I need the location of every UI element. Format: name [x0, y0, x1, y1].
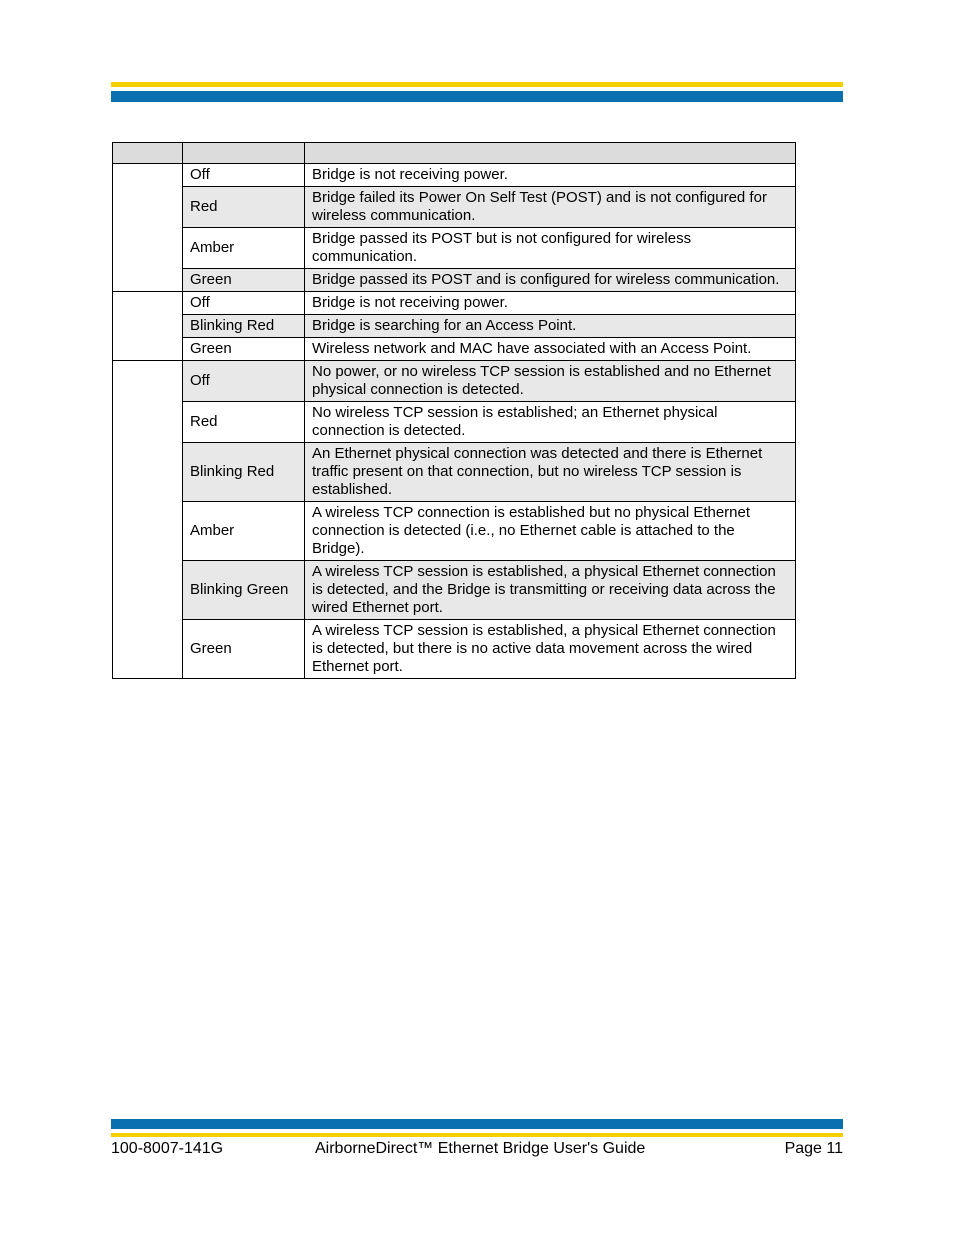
led-description-cell: A wireless TCP session is established, a physical Ethernet connection is detected, and the Bridge is transmitting or receiving data across the wired Ethernet port. [305, 561, 796, 620]
footer-page-number: Page 11 [784, 1140, 843, 1157]
column-header-description [305, 143, 796, 164]
led-state-cell: Off [183, 164, 305, 187]
led-description-cell: An Ethernet physical connection was detected and there is Ethernet traffic present on that connection, but no wireless TCP session is established. [305, 443, 796, 502]
led-state-cell: Red [183, 187, 305, 228]
led-description-cell: Bridge failed its Power On Self Test (POST) and is not configured for wireless communication. [305, 187, 796, 228]
table-row [113, 338, 796, 361]
page-footer [111, 1138, 843, 1160]
footer-blue-rule [111, 1119, 843, 1129]
table-row [113, 292, 796, 315]
column-header-led [113, 143, 183, 164]
table-header-row [113, 143, 796, 164]
led-group-cell [113, 292, 183, 361]
led-description-cell: Wireless network and MAC have associated with an Access Point. [305, 338, 796, 361]
table-row [113, 361, 796, 402]
led-description-cell: A wireless TCP session is established, a physical Ethernet connection is detected, but there is no active data movement across the wired Ethernet port. [305, 620, 796, 679]
led-description-cell: Bridge is searching for an Access Point. [305, 315, 796, 338]
table-row [113, 228, 796, 269]
led-state-cell: Blinking Green [183, 561, 305, 620]
table-row [113, 502, 796, 561]
header-yellow-rule [111, 82, 843, 87]
led-description-cell: No wireless TCP session is established; an Ethernet physical connection is detected. [305, 402, 796, 443]
led-state-cell: Off [183, 361, 305, 402]
led-description-cell: Bridge is not receiving power. [305, 292, 796, 315]
led-state-cell: Red [183, 402, 305, 443]
led-state-cell: Green [183, 338, 305, 361]
led-state-cell: Blinking Red [183, 443, 305, 502]
table-row [113, 315, 796, 338]
table-row [113, 620, 796, 679]
led-status-table [112, 142, 796, 679]
led-state-cell: Amber [183, 502, 305, 561]
led-description-cell: Bridge passed its POST but is not configured for wireless communication. [305, 228, 796, 269]
led-group-cell [113, 164, 183, 292]
table-row [113, 402, 796, 443]
led-state-cell: Blinking Red [183, 315, 305, 338]
header-blue-rule [111, 91, 843, 102]
led-state-cell: Green [183, 269, 305, 292]
led-group-cell [113, 361, 183, 679]
led-description-cell: Bridge is not receiving power. [305, 164, 796, 187]
footer-yellow-rule [111, 1133, 843, 1137]
led-state-cell: Off [183, 292, 305, 315]
table-row [113, 164, 796, 187]
table-row [113, 269, 796, 292]
table-row [113, 443, 796, 502]
table-row [113, 187, 796, 228]
led-description-cell: A wireless TCP connection is established but no physical Ethernet connection is detected (i.e., no Ethernet cable is attached to the Bridge). [305, 502, 796, 561]
led-description-cell: No power, or no wireless TCP session is established and no Ethernet physical connection is detected. [305, 361, 796, 402]
column-header-state [183, 143, 305, 164]
led-state-cell: Amber [183, 228, 305, 269]
footer-doc-number: 100-8007-141G [111, 1140, 224, 1157]
led-description-cell: Bridge passed its POST and is configured for wireless communication. [305, 269, 796, 292]
led-state-cell: Green [183, 620, 305, 679]
table-row [113, 561, 796, 620]
footer-title: AirborneDirect™ Ethernet Bridge User's Guide [315, 1140, 646, 1157]
